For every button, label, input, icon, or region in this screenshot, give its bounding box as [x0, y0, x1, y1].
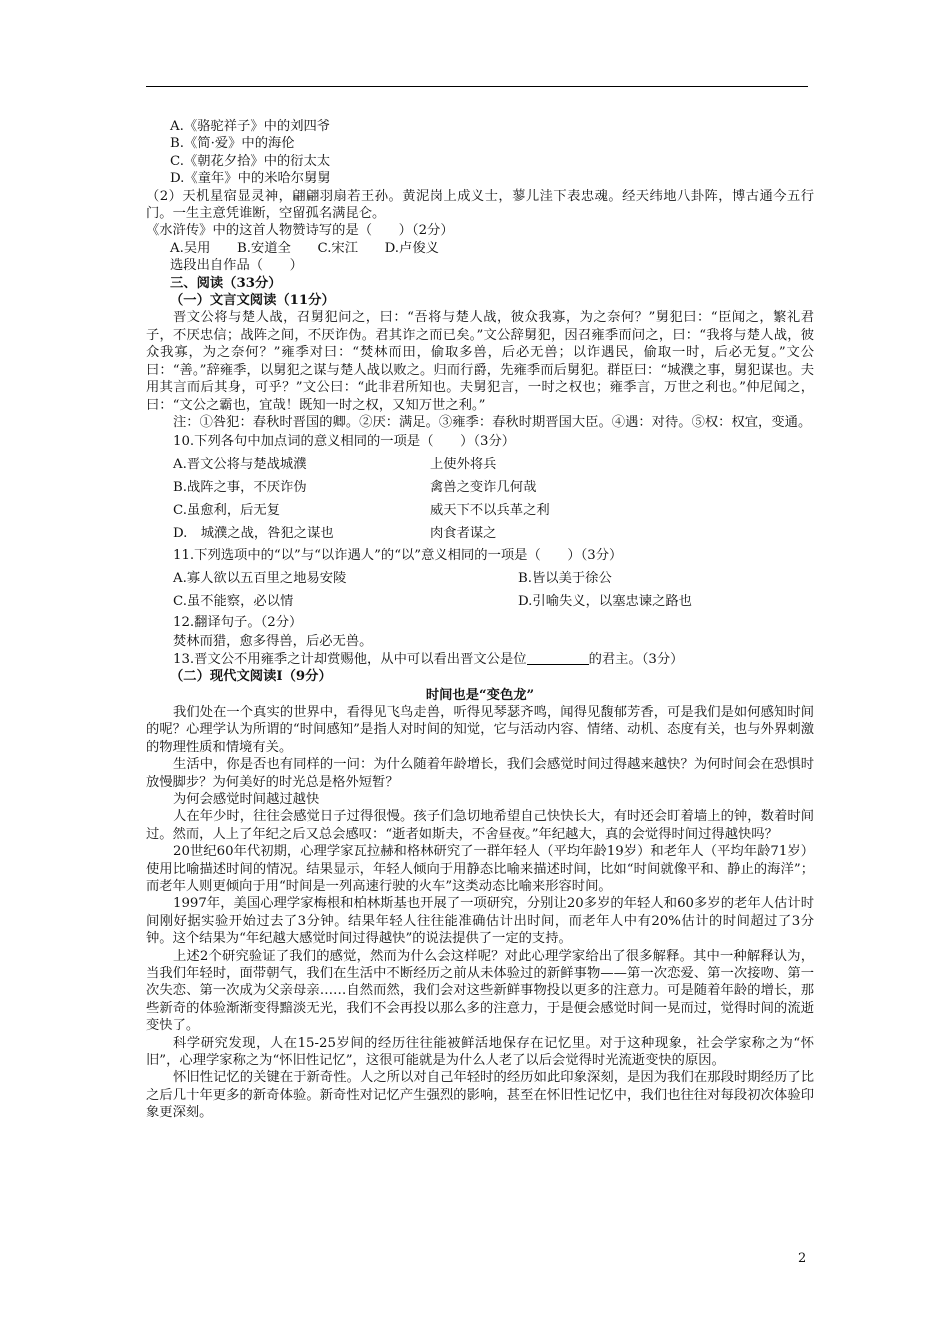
q10-right: 禽兽之变诈几何哉 [430, 480, 537, 496]
essay-paragraph: 怀旧性记忆的关键在于新奇性。人之所以对自己年轻时的经历如此印象深刻，是因为我们在那段时期经历了比之后几十年更多的新奇体验。新奇性对记忆产生强烈的影响，甚至在怀旧性记忆中，我们也往往对每段初次体验印象更深刻。 [146, 1070, 814, 1121]
essay-paragraph: 我们处在一个真实的世界中，看得见飞鸟走兽，听得见琴瑟齐鸣，闻得见馥郁芳香，可是我们是如何感知时间的呢？心理学认为所谓的“时间感知”是指人对时间的知觉，它与活动内容、情绪、动机、态度有关，也与外界刺激的物理性质和情境有关。 [146, 704, 814, 755]
q10-row [146, 476, 814, 499]
q11-left: A.寡人欲以五百里之地易安陵 [173, 571, 347, 587]
q10-left: B.战阵之事，不厌诈伪 [173, 480, 307, 496]
essay-paragraph: 上述2个研究验证了我们的感觉，然而为什么会这样呢？对此心理学家给出了很多解释。其中一种解释认为，当我们年轻时，面带朝气，我们在生活中不断经历之前从未体验过的新鲜事物——第一次恋爱、第一次接吻、第一次失恋、第一次成为父亲母亲……自然而然，我们会对这些新鲜事物投以更多的注意力。可是随着年龄的增长，那些新奇的体验渐渐变得黯淡无光，我们不会再投以那么多的注意力，于是便会感觉时间一晃而过，觉得时间的流逝变快了。 [146, 948, 814, 1034]
q10-left: D. 城濮之战，咎犯之谋也 [173, 526, 334, 542]
page-number: 2 [798, 1251, 807, 1266]
q10-row [146, 499, 814, 522]
essay-paragraph: 科学研究发现，人在15-25岁间的经历往往能被鲜活地保存在记忆里。对于这种现象，社会学家称之为“怀旧”，心理学家称之为“怀旧性记忆”，这很可能就是为什么人老了以后会觉得时光流逝变快的原因。 [146, 1035, 814, 1069]
header-rule [146, 86, 808, 87]
essay-paragraph: 20世纪60年代初期，心理学家瓦拉赫和格林研究了一群年轻人（平均年龄19岁）和老年人（平均年龄71岁）使用比喻描述时间的情况。结果显示，年轻人倾向于用静态比喻来描述时间，比如“时间就像平和、静止的海洋”；而老年人则更倾向于用“时间是一列高速行驶的火车”这类动态比喻来形容时间。 [146, 844, 814, 894]
essay-paragraph: 1997年，美国心理学家梅根和柏林斯基也开展了一项研究，分别让20多岁的年轻人和60多岁的老年人估计时间刚好据实验开始过去了3分钟。结果年轻人往往能准确估计出时间，而老年人中有20%估计的时间超过了3分钟。这个结果为“年纪越大感觉时间过得越快”的说法提供了一定的支持。 [146, 896, 814, 947]
section-heading: 三、阅读（33分） [170, 275, 282, 291]
question-12-sentence: 焚林而猎，愈多得兽，后必无兽。 [173, 634, 373, 650]
question-13-tail: 的君主。（3分） [588, 651, 684, 667]
q10-row [146, 453, 814, 476]
question-10: 10.下列各句中加点词的意义相同的一项是（ ）（3分） [173, 434, 516, 450]
subsection-heading: （一）文言文阅读（11分） [170, 293, 335, 309]
option-d: D.《童年》中的米哈尔舅舅 [170, 171, 331, 187]
q11-right: B.皆以美于徐公 [518, 571, 612, 587]
essay-title: 时间也是“变色龙” [425, 687, 535, 703]
q10-left: C.虽愈利，后无复 [173, 503, 281, 519]
question-13 [146, 651, 814, 668]
poem-question: 《水浒传》中的这首人物赞诗写的是（ ）（2分） [146, 223, 454, 239]
essay-paragraph: 生活中，你是否也有同样的一问：为什么随着年龄增长，我们会感觉时间过得越来越快？为何时间会在恐惧时放慢脚步？为何美好的时光总是格外短暂？ [146, 757, 814, 790]
poem-paragraph: （2）天机星宿显灵神，翩翩羽扇若王孙。黄泥岗上成义士，蓼儿洼下表忠魂。经天纬地八卦阵，博古通今五行门。一生主意凭谁断，空留孤名满昆仑。 [146, 188, 814, 222]
q10-row [146, 522, 814, 545]
option-c: C.《朝花夕拾》中的衍太太 [170, 153, 331, 169]
q10-left: A.晋文公将与楚战城濮 [173, 457, 307, 473]
q11-row [146, 567, 814, 590]
poem-source-question: 选段出自作品（ ） [170, 258, 303, 274]
q10-right: 上使外将兵 [430, 457, 497, 473]
q11-row [146, 590, 814, 613]
q10-right: 肉食者谋之 [430, 526, 497, 542]
option-b: B.《简·爱》中的海伦 [170, 136, 295, 152]
essay-subheading: 为何会感觉时间越过越快 [173, 791, 320, 807]
q11-left: C.虽不能察，必以情 [173, 594, 294, 610]
subsection-heading: （二）现代文阅读Ⅰ（9分） [170, 669, 332, 685]
annotation-note: 注：①咎犯：春秋时晋国的卿。②厌：满足。③雍季：春秋时期晋国大臣。④遇：对待。⑤权：权宜，变通。 [173, 414, 812, 430]
question-13-text: 13.晋文公不用雍季之计却赏赐他，从中可以看出晋文公是位 [173, 651, 527, 667]
option-a: A.《骆驼祥子》中的刘四爷 [170, 119, 331, 134]
q10-right: 威天下不以兵革之利 [430, 503, 550, 519]
classical-passage: 晋文公将与楚人战，召舅犯问之，曰：“吾将与楚人战，彼众我寡，为之奈何？”舅犯曰：“臣闻之，繁礼君子，不厌忠信；战阵之间，不厌诈伪。君其诈之而已矣。”文公辞舅犯，因召雍季而问之，曰：“我将与楚人战，彼众我寡，为之奈何？”雍季对曰：“焚林而田，偷取多兽，后必无兽；以诈遇民，偷取一时，后必无复。”文公曰：“善。”辞雍季，以舅犯之谋与楚人战以败之。归而行爵，先雍季而后舅犯。群臣曰：“城濮之事，舅犯谋也。夫用其言而后其身，可乎？”文公曰：“此非君所知也。夫舅犯言，一时之权也；雍季言，万世之利也。”仲尼闻之，曰：“文公之霸也，宜哉！既知一时之权，又知万世之利。” [146, 310, 814, 413]
essay-paragraph: 人在年少时，往往会感觉日子过得很慢。孩子们急切地希望自己快快长大，有时还会盯着墙上的钟，数着时间过。然而，人上了年纪之后又总会感叹：“逝者如斯夫，不舍昼夜。”年纪越大，真的会觉得时间过得越快吗？ [146, 809, 814, 842]
q11-right: D.引喻失义，以塞忠谏之路也 [518, 594, 692, 610]
question-11: 11.下列选项中的“以”与“以诈遇人”的“以”意义相同的一项是（ ）（3分） [173, 548, 623, 564]
question-12: 12.翻译句子。（2分） [173, 615, 303, 631]
answer-blank[interactable] [527, 651, 589, 665]
page-body [146, 118, 814, 1122]
poem-options: A.吴用 B.安道全 C.宋江 D.卢俊义 [170, 240, 439, 256]
